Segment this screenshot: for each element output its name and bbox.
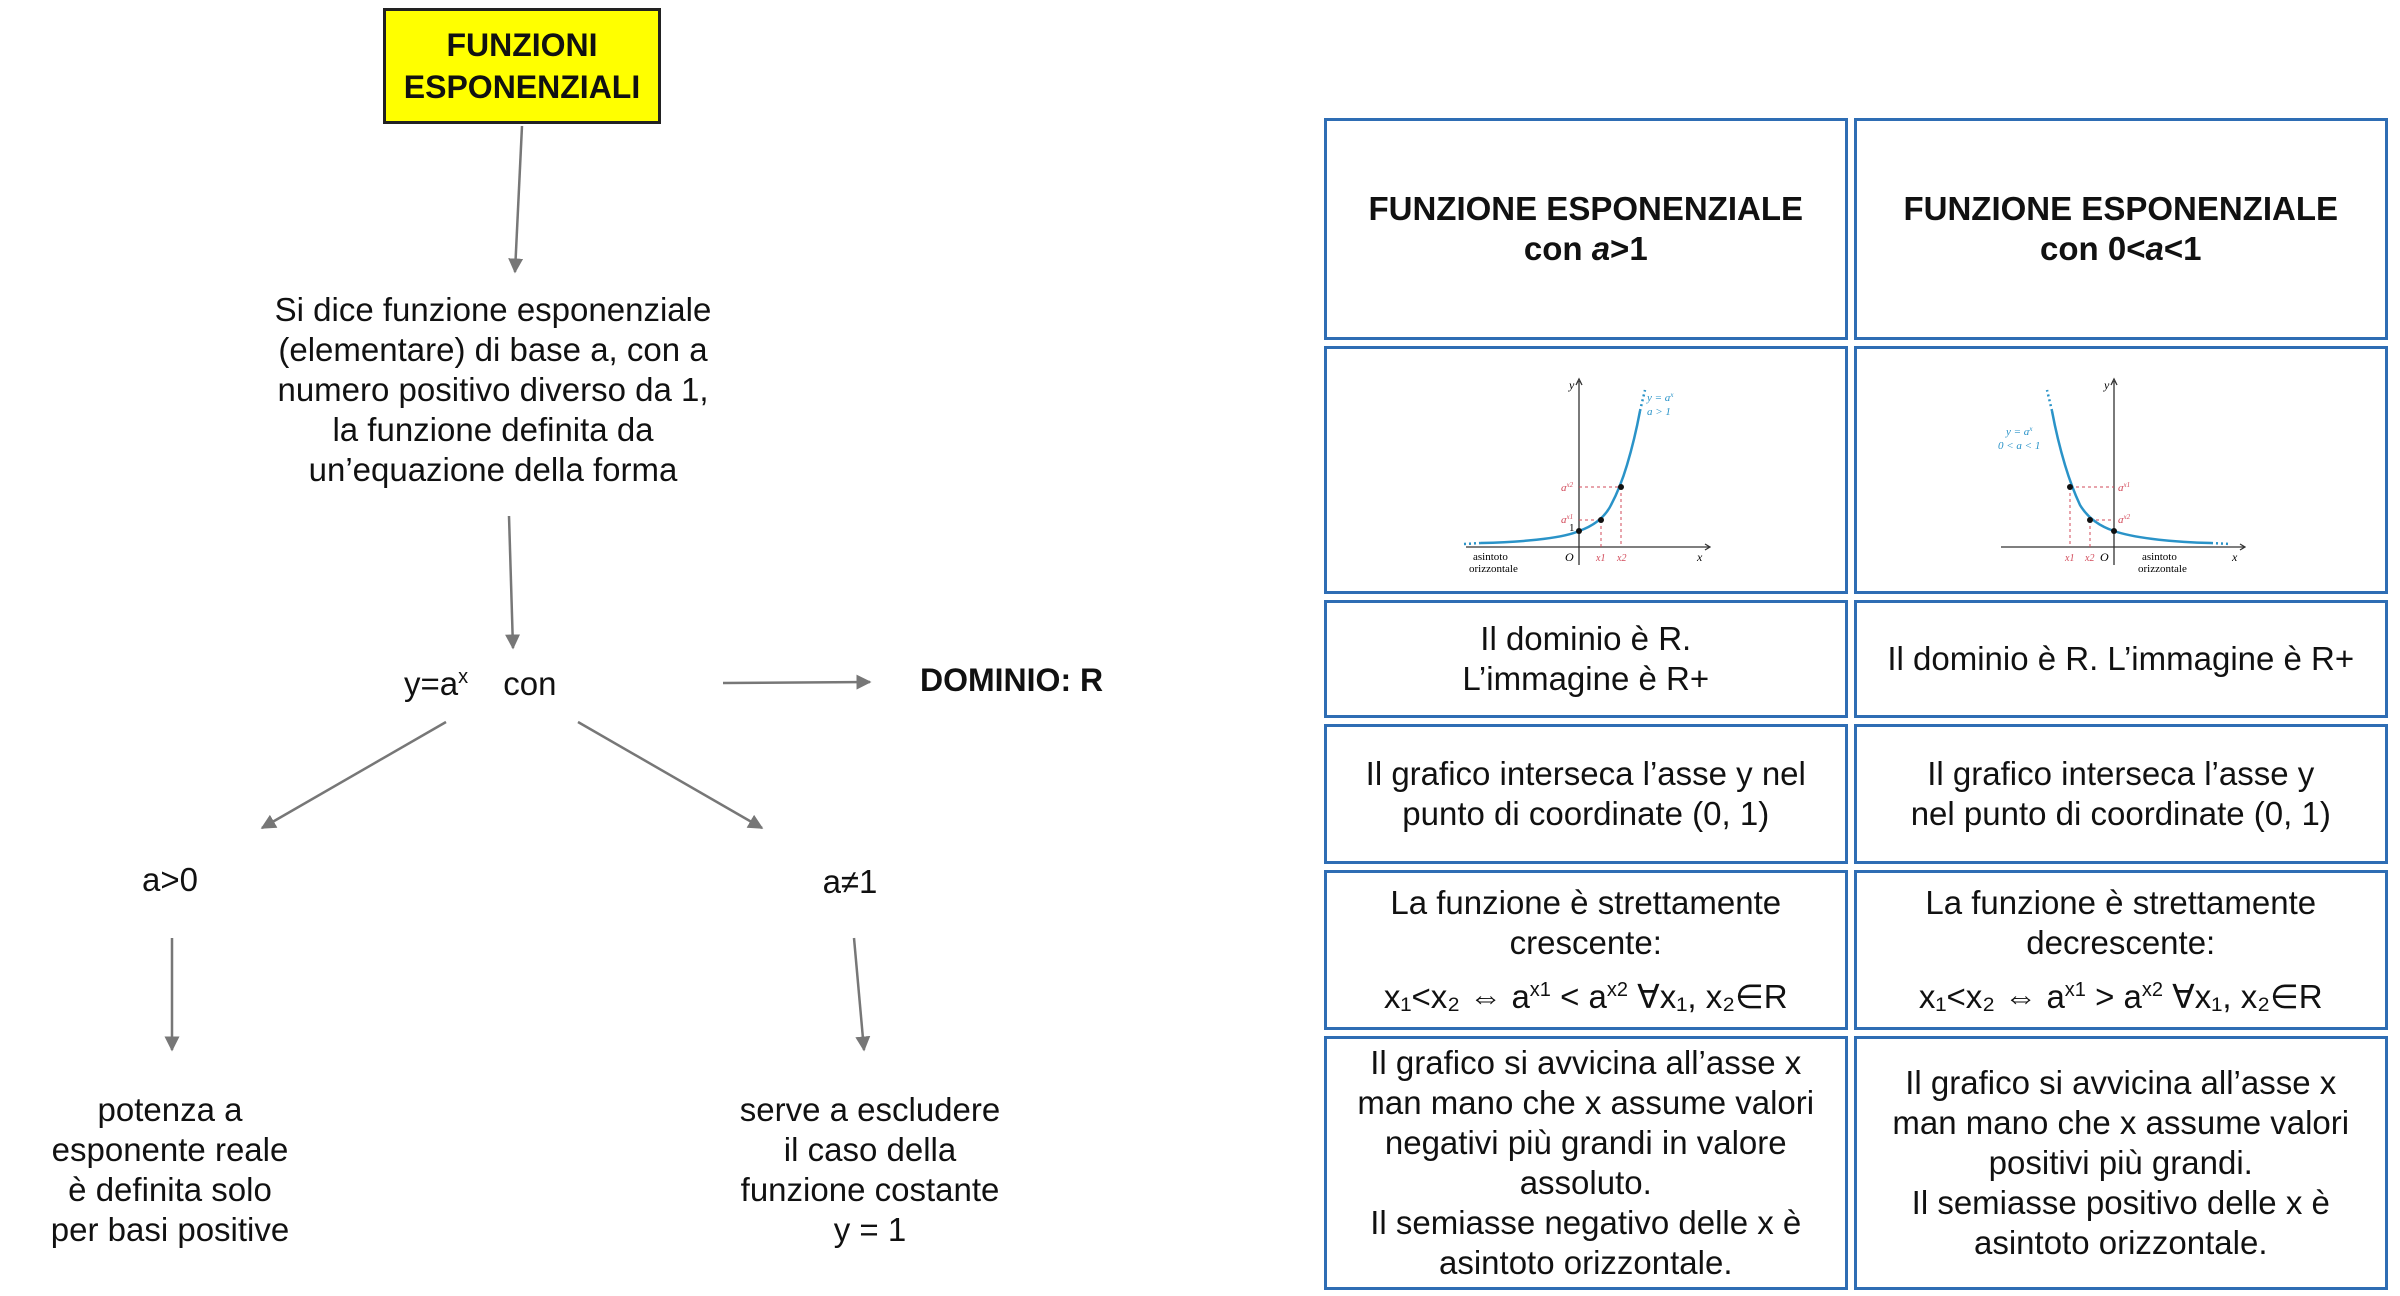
- explanation-line: y = 1: [833, 1211, 907, 1248]
- header-suffix: <1: [2163, 230, 2202, 267]
- header-prefix: con: [1523, 230, 1592, 267]
- cell-line: Il grafico si avvicina all’asse x: [1905, 1064, 2337, 1101]
- cell-line: Il grafico interseca l’asse y: [1927, 755, 2315, 792]
- equation-suffix: con: [503, 665, 557, 702]
- approach-row: [1324, 1036, 2388, 1290]
- point-x2: [1618, 484, 1624, 490]
- asymptote-label-1: asintoto: [1472, 551, 1508, 563]
- arrow-equation-to-domain: [723, 682, 870, 683]
- explanation-line: serve a escludere: [739, 1091, 1001, 1128]
- curve-condition: a > 1: [1646, 406, 1671, 418]
- header-line: FUNZIONE ESPONENZIALE: [1903, 190, 2339, 227]
- header-var: a: [1591, 230, 1611, 267]
- cell-line: positivi più grandi.: [1988, 1144, 2253, 1181]
- cell-line: asintoto orizzontale.: [1974, 1224, 2268, 1261]
- cell-line: La funzione è strettamente: [1925, 884, 2317, 921]
- domain-row: [1324, 600, 2388, 718]
- header-line: [1337, 229, 1835, 269]
- point-x1: [2067, 484, 2073, 490]
- curve-dotted-top: [1640, 390, 1645, 411]
- explanation-line: il caso della: [783, 1131, 957, 1168]
- cell-line: crescente:: [1509, 924, 1662, 961]
- point-0-1: [1576, 528, 1582, 534]
- y-axis-label: y: [2103, 378, 2110, 392]
- cell-line: La funzione è strettamente: [1390, 884, 1782, 921]
- approach-cell-decay: [1854, 1036, 2388, 1290]
- cond-positive-explanation: [20, 1090, 320, 1250]
- curve-dotted-left: [1464, 543, 1481, 544]
- one-label: 1: [1568, 522, 1575, 534]
- graph-row: [1324, 346, 2388, 594]
- equation: [404, 664, 624, 704]
- cell-line: Il grafico interseca l’asse y nel: [1365, 755, 1806, 792]
- explanation-line: è definita solo: [68, 1171, 272, 1208]
- ax2-label: $a^{x2}$: [1560, 481, 1573, 494]
- header-suffix: >1: [1610, 230, 1648, 267]
- x2-label: x2: [2084, 553, 2095, 564]
- monotone-row: [1324, 870, 2388, 1030]
- header-line: FUNZIONE ESPONENZIALE: [1368, 190, 1804, 227]
- header-line: [1867, 229, 2375, 269]
- definition-line: un’equazione della forma: [308, 451, 678, 488]
- domain-cell-growth: [1324, 600, 1848, 718]
- cell-line: punto di coordinate (0, 1): [1402, 795, 1770, 832]
- monotone-formula: x₁<x₂ ⇔ $a^{x1} < a^{x2}$ ∀x₁, x₂∈R: [1383, 978, 1788, 1015]
- cell-line: Il semiasse negativo delle x è: [1370, 1204, 1802, 1241]
- title-line-2: ESPONENZIALI: [403, 69, 641, 105]
- intersect-row: [1324, 724, 2388, 864]
- point-x2: [2087, 517, 2093, 523]
- definition-line: numero positivo diverso da 1,: [277, 371, 709, 408]
- explanation-line: potenza a: [97, 1091, 243, 1128]
- header-growth: [1324, 118, 1848, 340]
- definition-text: [238, 290, 748, 490]
- x2-label: x2: [1616, 553, 1627, 564]
- point-0-1: [2111, 528, 2117, 534]
- monotone-cell-growth: [1324, 870, 1848, 1030]
- ax1-label: $a^{x1}$: [2117, 481, 2130, 494]
- cell-line: assoluto.: [1519, 1164, 1652, 1201]
- intersect-cell-decay: [1854, 724, 2388, 864]
- curve-label: $y = a^x$: [2005, 425, 2033, 438]
- definition-line: (elementare) di base a, con a: [278, 331, 708, 368]
- cond-not-one-explanation: [700, 1090, 1040, 1250]
- explanation-line: funzione costante: [740, 1171, 1000, 1208]
- x-axis-label: x: [2231, 550, 2238, 564]
- graph-cell-decay: [1854, 346, 2388, 594]
- asymptote-label-1: asintoto: [2141, 551, 2177, 563]
- cell-line: man mano che x assume valori: [1892, 1104, 2350, 1141]
- origin-label: O: [2099, 550, 2109, 564]
- curve-dotted-right: [2211, 543, 2231, 544]
- header-var: a: [2145, 230, 2164, 267]
- intersect-cell-growth: [1324, 724, 1848, 864]
- curve-label: $y = a^x$: [1646, 391, 1674, 404]
- monotone-cell-decay: [1854, 870, 2388, 1030]
- ax1-label: $a^{x1}$: [1560, 513, 1573, 526]
- equation-exponent: x: [458, 666, 469, 688]
- x1-label: x1: [1595, 553, 1606, 564]
- graph-growth: [1461, 365, 1711, 575]
- cell-line: L’immagine è R+: [1462, 660, 1710, 697]
- approach-cell-growth: [1324, 1036, 1848, 1290]
- domain-cell-decay: [1854, 600, 2388, 718]
- graph-cell-growth: [1324, 346, 1848, 594]
- cell-line: Il grafico si avvicina all’asse x: [1370, 1044, 1802, 1081]
- arrow-not-one-to-explanation: [854, 938, 864, 1050]
- cell-line: Il dominio è R.: [1480, 620, 1692, 657]
- cond-positive-label: a>0: [142, 861, 198, 898]
- x-axis-label: x: [1696, 550, 1703, 564]
- cell-line: negativi più grandi in valore: [1384, 1124, 1787, 1161]
- header-row: [1324, 118, 2388, 340]
- cell-line: asintoto orizzontale.: [1439, 1244, 1733, 1281]
- asymptote-label-2: orizzontale: [1468, 563, 1518, 575]
- cond-not-one-label: a≠1: [822, 863, 878, 900]
- exp-curve-decay: [2052, 411, 2211, 543]
- cell-line: Il dominio è R. L’immagine è R+: [1887, 640, 2355, 677]
- ax2-label: $a^{x2}$: [2117, 513, 2130, 526]
- y-axis-label: y: [1568, 378, 1575, 392]
- arrow-equation-to-not-one: [578, 722, 762, 828]
- cell-line: man mano che x assume valori: [1357, 1084, 1815, 1121]
- origin-label: O: [1564, 550, 1574, 564]
- domain-label: DOMINIO: R: [920, 662, 1104, 698]
- arrow-title-to-definition: [515, 126, 522, 272]
- definition-line: la funzione definita da: [332, 411, 654, 448]
- asymptote-label-2: orizzontale: [2137, 563, 2187, 575]
- arrow-equation-to-positive: [262, 722, 446, 828]
- monotone-formula: x₁<x₂ ⇔ $a^{x1} > a^{x2}$ ∀x₁, x₂∈R: [1918, 978, 2323, 1015]
- arrow-definition-to-equation: [509, 516, 513, 648]
- title-line-1: FUNZIONI: [446, 27, 598, 63]
- header-decay: [1854, 118, 2388, 340]
- x1-label: x1: [2064, 553, 2075, 564]
- definition-line: Si dice funzione esponenziale: [274, 291, 712, 328]
- cell-line: decrescente:: [2026, 924, 2216, 961]
- explanation-line: per basi positive: [50, 1211, 290, 1248]
- curve-condition: 0 < a < 1: [1997, 440, 2041, 452]
- equation-base: y=a: [404, 665, 459, 702]
- point-x1: [1598, 517, 1604, 523]
- graph-decay: [1996, 365, 2246, 575]
- header-prefix: con 0<: [2040, 230, 2146, 267]
- cell-line: Il semiasse positivo delle x è: [1911, 1184, 2330, 1221]
- cell-line: nel punto di coordinate (0, 1): [1910, 795, 2331, 832]
- comparison-table: [1318, 112, 2394, 1296]
- explanation-line: esponente reale: [51, 1131, 289, 1168]
- curve-dotted-top: [2047, 390, 2052, 411]
